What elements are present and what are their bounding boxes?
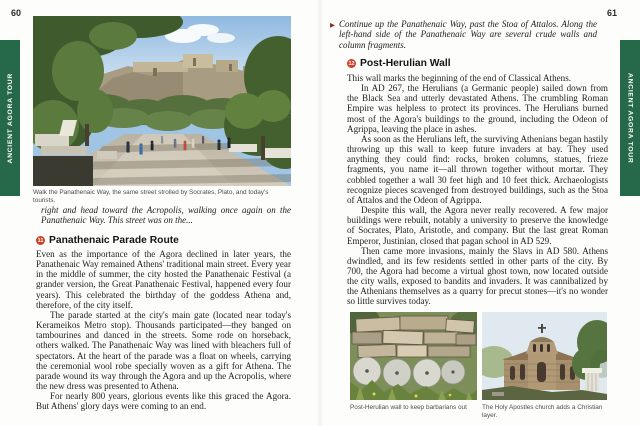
chapter-edge-tab-label: ANCIENT AGORA TOUR — [626, 72, 634, 164]
paragraph: Despite this wall, the Agora never really recovered. A few major buildings were rebuilt, notably a university to preserve the knowledge of Socrates, Plato, Aristotle, and company. But the last great Roman Emperor, Justinian, closed that pagan school in AD 529. — [347, 205, 608, 246]
paragraph: For nearly 800 years, glorious events like this graced the Agora. But Athens' glory days were coming to an end. — [36, 391, 291, 412]
page-gutter — [317, 0, 323, 426]
paragraph: This wall marks the beginning of the end of Classical Athens. — [347, 73, 572, 83]
tour-stop-marker-icon: 11 — [37, 237, 44, 244]
panathenaic-way-photo-art — [33, 16, 291, 186]
church-photo-caption: The Holy Apostles church adds a Christian layer. — [482, 404, 603, 419]
continuation-text: right and head toward the Acropolis, walking once again on the Panathenaic Way. This street was on the... — [41, 205, 291, 226]
post-herulian-wall-photo — [350, 312, 477, 400]
panathenaic-way-photo — [33, 16, 291, 186]
page-number-right: 61 — [607, 8, 618, 18]
section-title: Panathenaic Parade Route — [49, 235, 179, 246]
chapter-edge-tab-label: ANCIENT AGORA TOUR — [6, 72, 14, 164]
direction-note-text: Continue up the Panathenaic Way, past the Stoa of Attalos. Along the left-hand side of the Panathenaic Way are several crude walls and column fragments. — [339, 19, 597, 50]
section-heading-panathenaic — [36, 235, 179, 246]
walking-direction-note — [330, 19, 609, 50]
paragraph: In AD 267, the Herulians (a Germanic people) sailed down from the Black Sea and utterly devastated Athens. The crumbling Roman Empire was helpless to protect its provinces. The Herulians burned most of the Agora's buildings to the ground, including the Odeon of Agrippa, leaving the place in ashes. — [347, 83, 608, 134]
post-herulian-wall-photo-art — [350, 312, 477, 400]
main-photo-caption: Walk the Panathenaic Way, the same street strolled by Socrates, Plato, and today's tourists. — [33, 189, 269, 204]
section-heading-post-herulian — [347, 58, 451, 69]
right-page-body — [347, 73, 608, 307]
chapter-edge-tab-right — [620, 40, 640, 196]
paragraph: The parade started at the city's main gate (located near today's Kerameikos Metro stop). Thousands participated—they banged on tambourines and danced in the streets. Some rode on horseback, others walked. The Panathenaic Way was lined with bleachers full of spectators. At the heart of the parade was a float on wheels, carrying the ceremonial wool robe specially woven as a gift for Athena. The parade wound its way through the Agora and up the Acropolis, where the new dress was presented to Athena. — [36, 309, 291, 392]
paragraph: Then came more invasions, mainly the Slavs in AD 580. Athens dwindled, and its few residents settled in other parts of the city. By 700, the Agora had become a virtual ghost town, now located outside the city walls, exposed to bandits and invaders. It was cannibalized by the Athenians themselves as a quarry for precut stones—it's no wonder so little survives today. — [347, 245, 608, 307]
paragraph: As soon as the Herulians left, the surviving Athenians began hastily throwing up this wall to keep future invaders at bay. They used anything they could find: rocks, broken columns, statues, frieze fragments, you name it—all thrown together without mortar. They cobbled together a wall 30 feet high and 10 feet thick. Archaeologists recognize pieces scavenged from destroyed buildings, such as the Stoa of Attalos and the Odeon of Agrippa. — [347, 133, 608, 205]
chapter-edge-tab-left — [0, 40, 20, 196]
page-number-left: 60 — [11, 8, 22, 18]
left-page-body — [36, 249, 291, 412]
direction-arrow-icon: ▶ — [330, 21, 335, 29]
paragraph: Even as the importance of the Agora declined in later years, the Panathenaic Way remained Athens' traditional main street. Every year in the middle of summer, the city hosted the Panathenaic Festival (a grander version, the Great Panathenaic Festival, happened every four years). This celebrated the birthday of the goddess Athena and, therefore, of the city itself. — [36, 249, 291, 310]
holy-apostles-church-photo — [482, 312, 607, 400]
section-title: Post-Herulian Wall — [360, 58, 451, 69]
holy-apostles-church-photo-art — [482, 312, 607, 400]
wall-photo-caption: Post-Herulian wall to keep barbarians out — [350, 404, 467, 411]
tour-stop-marker-icon: 12 — [348, 60, 355, 67]
